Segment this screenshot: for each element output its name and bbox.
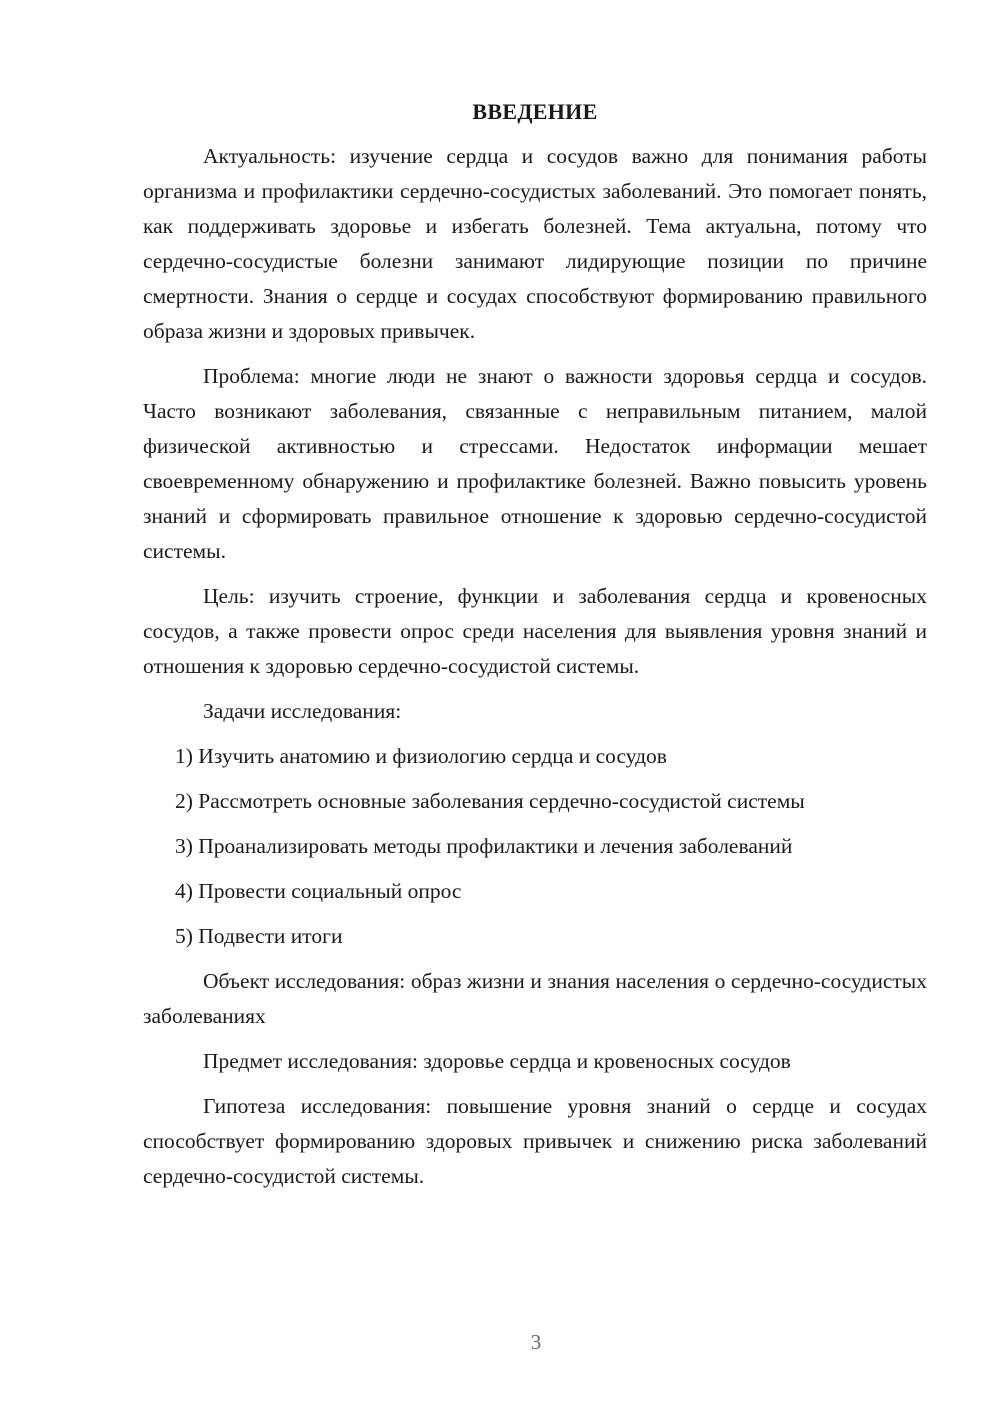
problem-paragraph: Проблема: многие люди не знают о важности здоровья сердца и сосудов. Часто возникают заболевания, связанные с неправильным питанием, малой физической активностью и стрессами. Недостаток информации мешает своевременному обнаружению и профилактике болезней. Важно повысить уровень знаний и сформировать правильное отношение к здоровью сердечно-сосудистой системы. xyxy=(143,364,927,563)
object-paragraph: Объект исследования: образ жизни и знания населения о сердечно-сосудистых заболеваниях xyxy=(143,969,927,1028)
page-number: 3 xyxy=(530,1330,542,1354)
relevance-paragraph: Актуальность: изучение сердца и сосудов важно для понимания работы организма и профилактики сердечно-сосудистых заболеваний. Это помогает понять, как поддерживать здоровье и избегать болезней. Тема актуальна, потому что сердечно-сосудистые болезни занимают лидирующие позиции по причине смертности. Знания о сердце и сосудах способствуют формированию правильного образа жизни и здоровых привычек. xyxy=(143,144,927,343)
subject-paragraph: Предмет исследования: здоровье сердца и кровеносных сосудов xyxy=(203,1049,791,1073)
task-item-1: 1) Изучить анатомию и физиологию сердца и сосудов xyxy=(175,744,667,768)
task-item-4: 4) Провести социальный опрос xyxy=(175,879,462,903)
goal-paragraph: Цель: изучить строение, функции и заболевания сердца и кровеносных сосудов, а также провести опрос среди населения для выявления уровня знаний и отношения к здоровью сердечно-сосудистой системы. xyxy=(143,584,927,678)
task-item-2: 2) Рассмотреть основные заболевания сердечно-сосудистой системы xyxy=(175,789,805,813)
section-title: ВВЕДЕНИЕ xyxy=(472,99,598,124)
document-body xyxy=(143,94,927,1194)
hypothesis-paragraph: Гипотеза исследования: повышение уровня знаний о сердце и сосудах способствует формированию здоровых привычек и снижению риска заболеваний сердечно-сосудистой системы. xyxy=(143,1094,927,1188)
tasks-heading: Задачи исследования: xyxy=(203,699,402,723)
task-item-5: 5) Подвести итоги xyxy=(175,924,343,948)
task-item-3: 3) Проанализировать методы профилактики и лечения заболеваний xyxy=(175,834,793,858)
